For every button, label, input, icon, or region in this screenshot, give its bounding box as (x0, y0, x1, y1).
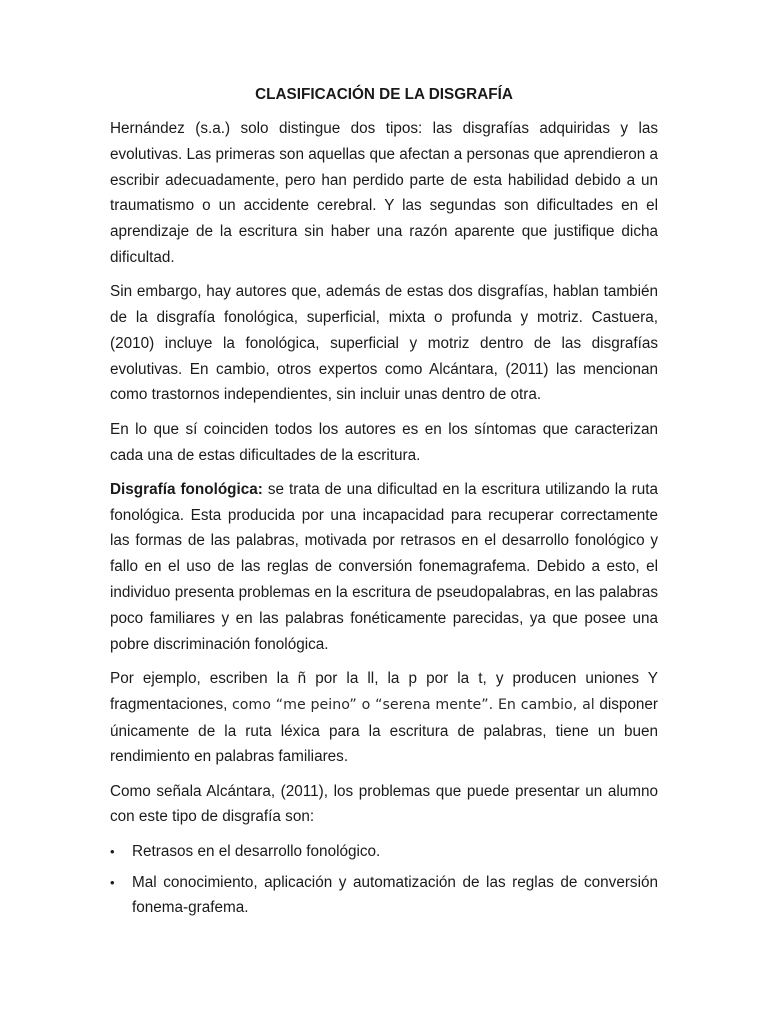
examples-text-start: Por ejemplo, escriben la ñ por la ll, la p por la t, y producen uniones Y fragmentaciones, (110, 669, 658, 713)
paragraph-symptoms: En lo que sí coinciden todos los autores es en los síntomas que caracterizan cada una de estas dificultades de la escritura. (110, 420, 658, 464)
bullet-icon: • (110, 843, 115, 859)
paragraph-phonological-dysgraphia (110, 477, 658, 658)
document-page (110, 84, 658, 926)
phonological-dysgraphia-term: Disgrafía fonológica: (110, 480, 263, 498)
paragraph-problems-intro: Como señala Alcántara, (2011), los problemas que puede presentar un alumno con este tipo de disgrafía son: (110, 782, 658, 826)
document-title: CLASIFICACIÓN DE LA DISGRAFÍA (255, 86, 513, 103)
bullet-icon: • (110, 874, 115, 890)
phonological-dysgraphia-definition: se trata de una dificultad en la escritura utilizando la ruta fonológica. Esta producida por una incapacidad para recuperar correctamente las formas de las palabras, motivada por retrasos en el desarrollo fonológico y fallo en el uso de las reglas de conversión fonemagrafema. Debido a esto, el individuo presenta problemas en la escritura de pseudopalabras, en las palabras poco familiares y en las palabras fonéticamente parecidas, ya que posee una pobre discriminación fonológica. (110, 480, 658, 653)
list-item (110, 839, 658, 865)
paragraph-other-authors: Sin embargo, hay autores que, además de estas dos disgrafías, hablan también de la disgrafía fonológica, superficial, mixta o profunda y motriz. Castuera, (2010) incluye la fonológica, superficial y motriz dentro de las disgrafías evolutivas. En cambio, otros expertos como Alcántara, (2011) las mencionan como trastornos independientes, sin incluir unas dentro de otra. (110, 283, 658, 404)
examples-quoted-text: como “me peino” o “serena mente”. En cambio, al (231, 696, 595, 713)
list-item-text: Mal conocimiento, aplicación y automatización de las reglas de conversión fonema-grafema. (132, 873, 658, 917)
problems-list (110, 839, 658, 921)
examples-text-end: disponer únicamente de la ruta léxica para la escritura de palabras, tiene un buen rendimiento en palabras familiares. (110, 695, 658, 766)
paragraph-types-of-dysgraphia: Hernández (s.a.) solo distingue dos tipos: las disgrafías adquiridas y las evolutivas. Las primeras son aquellas que afectan a personas que aprendieron a escribir adecuadamente, pero han perdido parte de esta habilidad debido a un traumatismo o un accidente cerebral. Y las segundas son dificultades en el aprendizaje de la escritura sin haber una razón aparente que justifique dicha dificultad. (110, 120, 658, 266)
paragraph-examples (110, 666, 658, 770)
list-item-text: Retrasos en el desarrollo fonológico. (132, 842, 381, 860)
list-item (110, 870, 658, 922)
